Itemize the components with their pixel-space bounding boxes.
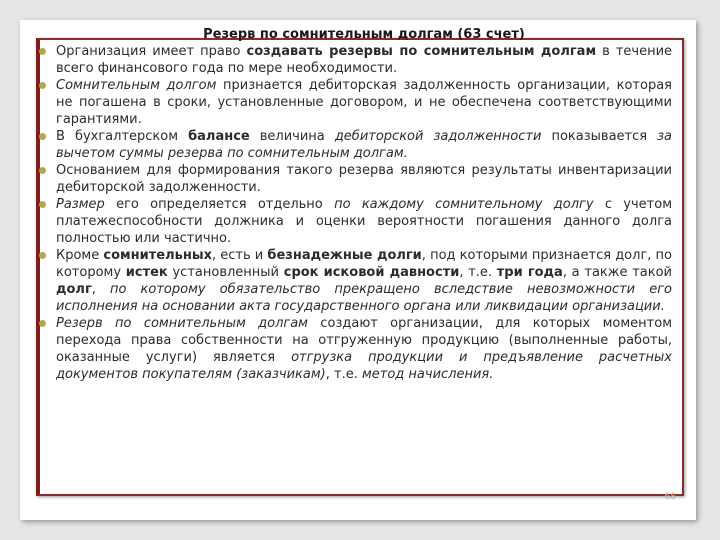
- slide-content: [56, 27, 672, 383]
- slide-title: Резерв по сомнительным долгам (63 счет): [203, 27, 525, 42]
- bullet-text-run: Организация имеет право: [56, 44, 247, 59]
- bullet-text-run: , под которыми признается долг, по которому: [56, 248, 673, 280]
- bullet-item: [56, 196, 672, 247]
- page-number: 68: [664, 492, 676, 502]
- bullet-text-run: по которому обязательство прекращено вследствие невозможности его исполнения на основании акта государственного органа или ликвидации организации.: [56, 282, 673, 314]
- bullet-item: [56, 128, 672, 162]
- bullet-text-run: дебиторской задолженности: [334, 129, 542, 144]
- bullet-text-run: величина: [249, 129, 335, 144]
- bullet-text-run: в течение всего финансового года по мере необходимости.: [56, 44, 673, 76]
- bullet-text-run: Сомнительным долгом: [56, 78, 217, 93]
- bullet-dot-icon: [39, 252, 46, 259]
- bullet-text-run: Размер: [56, 197, 105, 212]
- bullet-text-run: безнадежные долги: [267, 248, 422, 263]
- bullet-dot-icon: [39, 48, 46, 55]
- bullet-item: [56, 247, 672, 315]
- bullet-text-run: три года: [496, 265, 563, 280]
- bullet-text-run: сомнительных: [103, 248, 212, 263]
- bullet-text-run: Кроме: [56, 248, 104, 263]
- bullet-item: [56, 162, 672, 196]
- bullet-text-run: за вычетом суммы резерва по сомнительным долгам.: [56, 129, 672, 161]
- bullet-text-run: создают организации, для которых моментом перехода права собственности на отгруженную продукцию (выполненные работы, оказанные услуги) является: [56, 316, 672, 365]
- bullet-text-run: отгрузка продукции и предъявление расчетных документов покупателям (заказчикам): [56, 350, 672, 382]
- bullet-text-run: долг: [56, 282, 92, 297]
- bullet-text-run: , т.е.: [459, 265, 497, 280]
- bullet-text-run: создавать резервы по сомнительным долгам: [246, 44, 597, 59]
- bullet-text-run: с учетом платежеспособности должника и оценки вероятности погашения данного долга полностью или частично.: [56, 197, 673, 246]
- bullet-text-run: метод начисления.: [361, 367, 494, 382]
- bullet-text-run: показывается: [541, 129, 658, 144]
- bullet-text-run: ,: [91, 282, 110, 297]
- bullet-list: [56, 43, 672, 383]
- bullet-text-run: установленный: [167, 265, 284, 280]
- bullet-text-run: истек: [125, 265, 168, 280]
- bullet-item: [56, 315, 672, 383]
- bullet-item: [56, 77, 672, 128]
- bullet-item: [56, 43, 672, 77]
- bullet-dot-icon: [39, 82, 46, 89]
- bullet-text-run: , т.е.: [325, 367, 362, 382]
- bullet-text-run: признается дебиторская задолженность организации, которая не погашена в сроки, установленные договором, и не обеспечена соответствующими гарантиями.: [56, 78, 672, 127]
- bullet-dot-icon: [39, 201, 46, 208]
- bullet-dot-icon: [39, 133, 46, 140]
- bullet-dot-icon: [39, 167, 46, 174]
- bullet-text-run: , есть и: [211, 248, 268, 263]
- bullet-text-run: Основанием для формирования такого резерва являются результаты инвентаризации дебиторской задолженности.: [56, 163, 672, 195]
- bullet-text-run: по каждому сомнительному долгу: [334, 197, 594, 212]
- bullet-text-run: балансе: [188, 129, 250, 144]
- bullet-text-run: Резерв по сомнительным долгам: [56, 316, 308, 331]
- bullet-text-run: срок исковой давности: [283, 265, 460, 280]
- bullet-text-run: его определяется отдельно: [104, 197, 335, 212]
- bullet-text-run: , а также такой: [562, 265, 672, 280]
- bullet-text-run: В бухгалтерском: [56, 129, 189, 144]
- bullet-dot-icon: [39, 320, 46, 327]
